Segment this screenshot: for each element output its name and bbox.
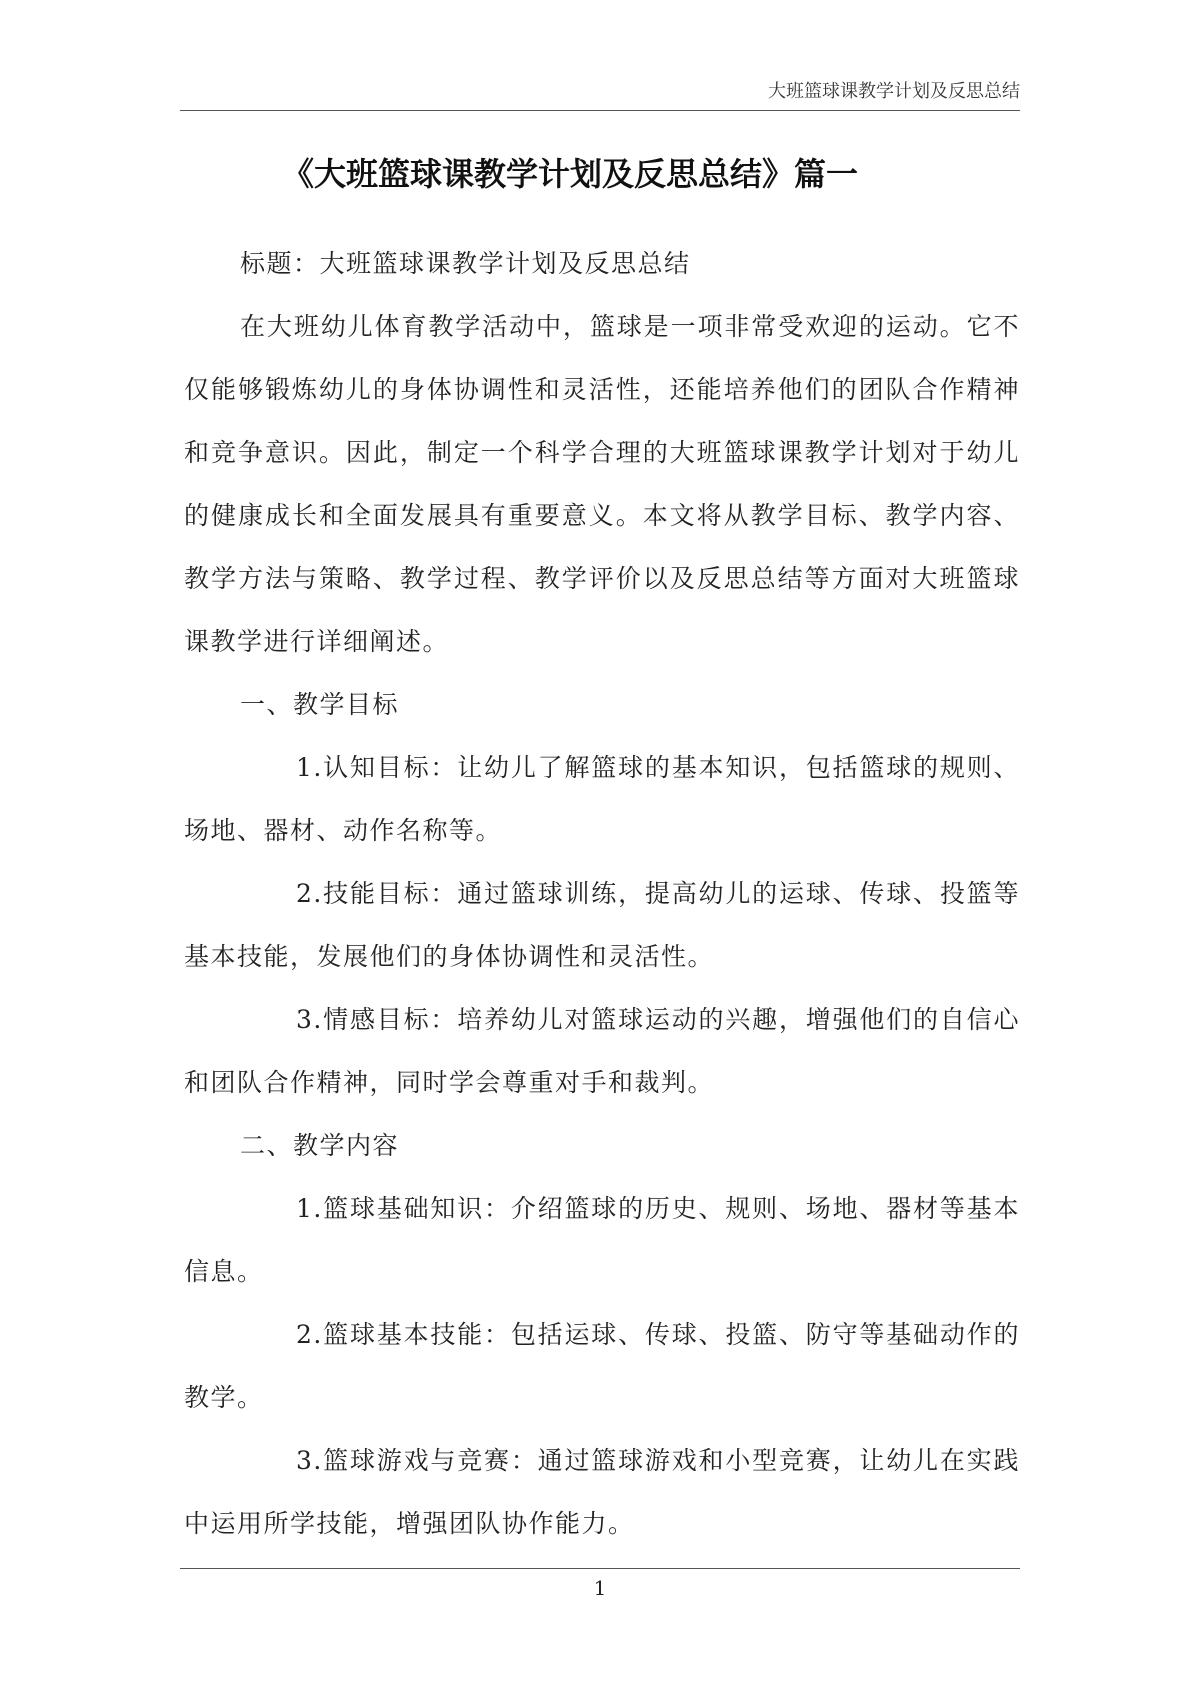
content-item-games: 3.篮球游戏与竞赛：通过篮球游戏和小型竞赛，让幼儿在实践中运用所学技能，增强团队协作能力。 bbox=[184, 1446, 1020, 1538]
content-item-skills: 2.篮球基本技能：包括运球、传球、投篮、防守等基础动作的教学。 bbox=[184, 1320, 1020, 1412]
document-title: 《大班篮球课教学计划及反思总结》篇一 bbox=[281, 155, 858, 193]
subtitle-paragraph: 标题：大班篮球课教学计划及反思总结 bbox=[240, 249, 691, 278]
section-heading-content: 二、教学内容 bbox=[240, 1131, 400, 1160]
intro-paragraph: 在大班幼儿体育教学活动中，篮球是一项非常受欢迎的运动。它不仅能够锻炼幼儿的身体协调性和灵活性，还能培养他们的团队合作精神和竞争意识。因此，制定一个科学合理的大班篮球课教学计划对于幼儿的健康成长和全面发展具有重要意义。本文将从教学目标、教学内容、教学方法与策略、教学过程、教学评价以及反思总结等方面对大班篮球课教学进行详细阐述。 bbox=[184, 312, 1020, 656]
document-body bbox=[184, 232, 1020, 1555]
page-number: 1 bbox=[593, 1576, 607, 1600]
footer-rule bbox=[180, 1568, 1020, 1569]
header-rule bbox=[180, 110, 1020, 111]
goal-item-cognitive: 1.认知目标：让幼儿了解篮球的基本知识，包括篮球的规则、场地、器材、动作名称等。 bbox=[184, 753, 1020, 845]
running-header: 大班篮球课教学计划及反思总结 bbox=[768, 81, 1020, 102]
section-heading-goals: 一、教学目标 bbox=[240, 690, 400, 719]
goal-item-emotion: 3.情感目标：培养幼儿对篮球运动的兴趣，增强他们的自信心和团队合作精神，同时学会尊重对手和裁判。 bbox=[184, 1005, 1020, 1097]
goal-item-skill: 2.技能目标：通过篮球训练，提高幼儿的运球、传球、投篮等基本技能，发展他们的身体协调性和灵活性。 bbox=[184, 879, 1020, 971]
content-item-basics: 1.篮球基础知识：介绍篮球的历史、规则、场地、器材等基本信息。 bbox=[184, 1194, 1020, 1286]
